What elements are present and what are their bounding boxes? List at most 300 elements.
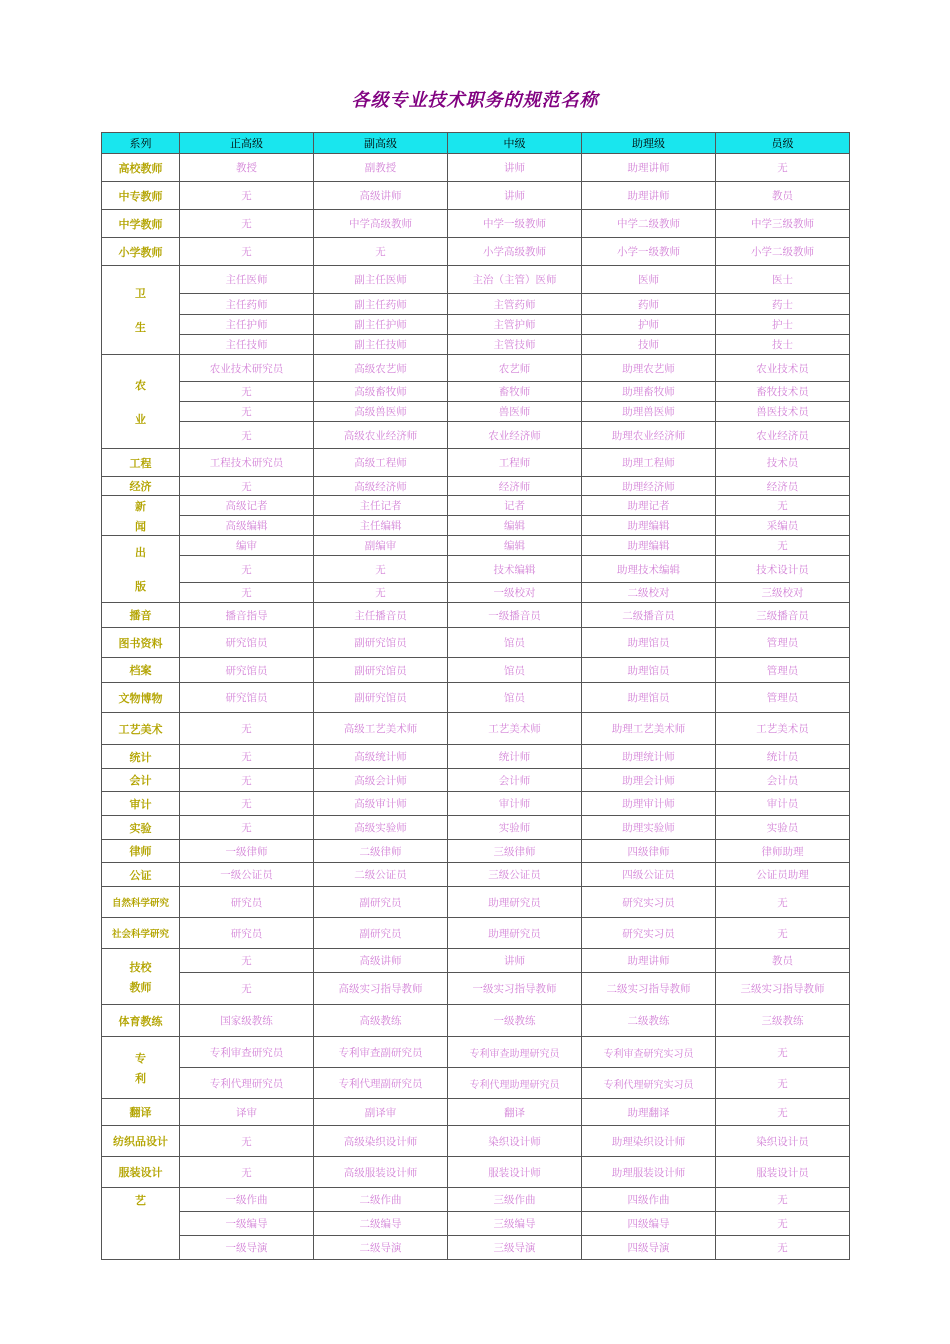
category-cell xyxy=(102,887,180,918)
category-label: 农 xyxy=(135,378,146,392)
header-series: 系列 xyxy=(102,133,180,154)
table-row xyxy=(102,745,850,769)
title-cell: 助理讲师 xyxy=(582,949,716,973)
table-row xyxy=(102,949,850,973)
title-cell: 专利审查副研究员 xyxy=(314,1037,448,1068)
category-cell xyxy=(102,949,180,1005)
header-deputy-senior: 副高级 xyxy=(314,133,448,154)
table-row xyxy=(102,1068,850,1099)
title-cell: 会计师 xyxy=(448,769,582,792)
title-cell: 主治（主管）医师 xyxy=(448,266,582,294)
title-cell: 无 xyxy=(716,1236,850,1260)
title-cell: 专利代理助理研究员 xyxy=(448,1068,582,1099)
title-cell: 主管药师 xyxy=(448,294,582,315)
title-cell: 染织设计师 xyxy=(448,1126,582,1157)
category-cell xyxy=(102,1005,180,1037)
title-cell: 三级校对 xyxy=(716,583,850,603)
title-cell: 高级经济师 xyxy=(314,477,448,496)
title-cell: 无 xyxy=(180,583,314,603)
title-cell: 四级作曲 xyxy=(582,1188,716,1212)
title-cell: 助理翻译 xyxy=(582,1099,716,1126)
category-cell xyxy=(102,355,180,449)
table-row xyxy=(102,628,850,658)
title-cell: 助理兽医师 xyxy=(582,402,716,422)
category-cell xyxy=(102,840,180,863)
table-row xyxy=(102,973,850,1005)
title-cell: 管理员 xyxy=(716,683,850,713)
title-cell: 经济员 xyxy=(716,477,850,496)
table-row xyxy=(102,182,850,210)
title-cell: 高级讲师 xyxy=(314,949,448,973)
category-label: 出 xyxy=(135,546,146,559)
title-cell: 小学高级教师 xyxy=(448,238,582,266)
title-cell: 无 xyxy=(180,949,314,973)
title-cell: 高级农艺师 xyxy=(314,355,448,382)
category-label: 律师 xyxy=(129,845,152,858)
title-cell: 采编员 xyxy=(716,516,850,536)
title-cell: 编审 xyxy=(180,536,314,556)
title-cell: 主任技师 xyxy=(180,335,314,355)
title-cell: 无 xyxy=(716,887,850,918)
title-cell: 高级农业经济师 xyxy=(314,422,448,449)
table-row xyxy=(102,315,850,335)
title-cell: 一级实习指导教师 xyxy=(448,973,582,1005)
title-cell: 助理实验师 xyxy=(582,816,716,840)
table-row xyxy=(102,1188,850,1212)
title-cell: 助理馆员 xyxy=(582,628,716,658)
title-cell: 无 xyxy=(180,1126,314,1157)
table-row xyxy=(102,422,850,449)
title-cell: 无 xyxy=(180,422,314,449)
category-label: 艺 xyxy=(135,1194,146,1207)
title-cell: 助理经济师 xyxy=(582,477,716,496)
title-cell: 二级播音员 xyxy=(582,603,716,628)
title-cell: 无 xyxy=(716,154,850,182)
title-cell: 农业技术员 xyxy=(716,355,850,382)
category-cell xyxy=(102,477,180,496)
title-cell: 主任编辑 xyxy=(314,516,448,536)
title-cell: 无 xyxy=(180,816,314,840)
title-cell: 高级教练 xyxy=(314,1005,448,1037)
title-cell: 无 xyxy=(314,238,448,266)
title-cell: 记者 xyxy=(448,496,582,516)
title-cell: 副主任技师 xyxy=(314,335,448,355)
title-cell: 二级作曲 xyxy=(314,1188,448,1212)
table-row xyxy=(102,1005,850,1037)
title-cell: 高级工艺美术师 xyxy=(314,713,448,745)
category-label: 统计 xyxy=(129,750,152,764)
title-cell: 统计师 xyxy=(448,745,582,769)
table-row xyxy=(102,496,850,516)
category-cell xyxy=(102,496,180,536)
title-cell: 技士 xyxy=(716,335,850,355)
title-cell: 主任药师 xyxy=(180,294,314,315)
category-label: 工艺美术 xyxy=(118,722,163,736)
title-cell: 无 xyxy=(716,536,850,556)
title-cell: 一级律师 xyxy=(180,840,314,863)
category-cell xyxy=(102,745,180,769)
title-cell: 无 xyxy=(314,583,448,603)
table-row xyxy=(102,603,850,628)
title-cell: 技师 xyxy=(582,335,716,355)
title-cell: 农艺师 xyxy=(448,355,582,382)
table-row xyxy=(102,1212,850,1236)
title-cell: 无 xyxy=(180,477,314,496)
category-label: 教师 xyxy=(129,980,152,994)
title-cell: 农业技术研究员 xyxy=(180,355,314,382)
title-cell: 教员 xyxy=(716,949,850,973)
title-cell: 三级导演 xyxy=(448,1236,582,1260)
category-label: 审计 xyxy=(129,797,152,811)
title-cell: 国家级教练 xyxy=(180,1005,314,1037)
title-cell: 服装设计师 xyxy=(448,1157,582,1188)
title-cell: 研究实习员 xyxy=(582,887,716,918)
title-cell: 副教授 xyxy=(314,154,448,182)
category-cell xyxy=(102,816,180,840)
table-row xyxy=(102,154,850,182)
title-cell: 编辑 xyxy=(448,536,582,556)
title-cell: 助理编辑 xyxy=(582,516,716,536)
title-cell: 翻译 xyxy=(448,1099,582,1126)
title-cell: 三级实习指导教师 xyxy=(716,973,850,1005)
title-cell: 无 xyxy=(180,792,314,816)
title-cell: 护师 xyxy=(582,315,716,335)
title-cell: 二级教练 xyxy=(582,1005,716,1037)
category-label: 小学教师 xyxy=(118,245,163,259)
title-cell: 馆员 xyxy=(448,628,582,658)
table-row xyxy=(102,683,850,713)
title-cell: 助理农艺师 xyxy=(582,355,716,382)
table-row xyxy=(102,556,850,583)
table-row xyxy=(102,238,850,266)
category-label: 利 xyxy=(135,1071,146,1085)
title-cell: 工艺美术员 xyxy=(716,713,850,745)
title-cell: 一级作曲 xyxy=(180,1188,314,1212)
category-cell xyxy=(102,1037,180,1099)
category-label: 体育教练 xyxy=(118,1014,163,1028)
category-label: 专 xyxy=(135,1051,146,1065)
category-label: 纺织品设计 xyxy=(113,1135,168,1148)
title-cell: 无 xyxy=(716,1099,850,1126)
table-row xyxy=(102,402,850,422)
title-cell: 助理记者 xyxy=(582,496,716,516)
table-row xyxy=(102,210,850,238)
category-label: 档案 xyxy=(129,664,152,677)
title-cell: 医师 xyxy=(582,266,716,294)
header-junior: 员级 xyxy=(716,133,850,154)
title-cell: 高级会计师 xyxy=(314,769,448,792)
title-cell: 高级染织设计师 xyxy=(314,1126,448,1157)
title-cell: 服装设计员 xyxy=(716,1157,850,1188)
title-cell: 律师助理 xyxy=(716,840,850,863)
title-cell: 无 xyxy=(716,918,850,949)
title-cell: 讲师 xyxy=(448,949,582,973)
title-cell: 主管技师 xyxy=(448,335,582,355)
title-cell: 一级编导 xyxy=(180,1212,314,1236)
title-cell: 高级统计师 xyxy=(314,745,448,769)
title-cell: 工艺美术师 xyxy=(448,713,582,745)
title-cell: 四级公证员 xyxy=(582,863,716,887)
title-cell: 二级导演 xyxy=(314,1236,448,1260)
title-cell: 无 xyxy=(180,556,314,583)
table-row xyxy=(102,1099,850,1126)
category-label: 翻译 xyxy=(129,1106,152,1119)
title-cell: 高级畜牧师 xyxy=(314,382,448,402)
title-cell: 副主任医师 xyxy=(314,266,448,294)
header-assistant: 助理级 xyxy=(582,133,716,154)
title-cell: 畜牧技术员 xyxy=(716,382,850,402)
title-cell: 专利审查助理研究员 xyxy=(448,1037,582,1068)
table-row xyxy=(102,477,850,496)
title-cell: 经济师 xyxy=(448,477,582,496)
title-cell: 三级律师 xyxy=(448,840,582,863)
title-cell: 二级律师 xyxy=(314,840,448,863)
table-row xyxy=(102,536,850,556)
title-cell: 高级实习指导教师 xyxy=(314,973,448,1005)
table-row xyxy=(102,816,850,840)
title-cell: 讲师 xyxy=(448,154,582,182)
title-cell: 高级工程师 xyxy=(314,449,448,477)
title-cell: 助理畜牧师 xyxy=(582,382,716,402)
category-label: 自然科学研究 xyxy=(111,898,169,909)
title-cell: 助理染织设计师 xyxy=(582,1126,716,1157)
title-cell: 中学二级教师 xyxy=(582,210,716,238)
title-cell: 研究馆员 xyxy=(180,628,314,658)
title-cell: 副研究员 xyxy=(314,887,448,918)
table-row xyxy=(102,583,850,603)
title-cell: 研究员 xyxy=(180,887,314,918)
title-cell: 四级编导 xyxy=(582,1212,716,1236)
table-row xyxy=(102,1157,850,1188)
title-cell: 专利代理副研究员 xyxy=(314,1068,448,1099)
title-cell: 助理工艺美术师 xyxy=(582,713,716,745)
title-cell: 专利审查研究员 xyxy=(180,1037,314,1068)
title-cell: 馆员 xyxy=(448,683,582,713)
category-label: 技校 xyxy=(129,960,152,974)
header-full-senior: 正高级 xyxy=(180,133,314,154)
title-cell: 医士 xyxy=(716,266,850,294)
title-cell: 兽医师 xyxy=(448,402,582,422)
category-cell xyxy=(102,154,180,182)
category-label: 版 xyxy=(135,580,146,593)
title-cell: 助理馆员 xyxy=(582,683,716,713)
title-cell: 译审 xyxy=(180,1099,314,1126)
title-cell: 主任护师 xyxy=(180,315,314,335)
table-row xyxy=(102,382,850,402)
title-cell: 无 xyxy=(180,1157,314,1188)
title-cell: 无 xyxy=(180,402,314,422)
category-label: 卫 xyxy=(135,287,146,300)
title-cell: 高级编辑 xyxy=(180,516,314,536)
category-cell xyxy=(102,1099,180,1126)
title-table xyxy=(101,132,850,1260)
title-cell: 药师 xyxy=(582,294,716,315)
category-cell xyxy=(102,658,180,683)
title-cell: 三级播音员 xyxy=(716,603,850,628)
category-cell xyxy=(102,628,180,658)
category-label: 高校教师 xyxy=(118,161,163,175)
table-row xyxy=(102,1236,850,1260)
title-cell: 染织设计员 xyxy=(716,1126,850,1157)
table-row xyxy=(102,840,850,863)
category-label: 社会科学研究 xyxy=(111,929,169,940)
title-cell: 工程技术研究员 xyxy=(180,449,314,477)
table-row xyxy=(102,449,850,477)
table-row xyxy=(102,1037,850,1068)
title-cell: 专利代理研究员 xyxy=(180,1068,314,1099)
category-label: 图书资料 xyxy=(118,636,163,650)
category-label: 中学教师 xyxy=(118,217,163,231)
title-cell: 三级教练 xyxy=(716,1005,850,1037)
title-cell: 副编审 xyxy=(314,536,448,556)
title-cell: 一级校对 xyxy=(448,583,582,603)
table-row xyxy=(102,887,850,918)
title-cell: 助理技术编辑 xyxy=(582,556,716,583)
table-row xyxy=(102,863,850,887)
category-label: 中专教师 xyxy=(118,189,163,203)
category-label: 公证 xyxy=(129,868,152,882)
category-cell xyxy=(102,1188,180,1260)
category-label: 闻 xyxy=(135,519,146,533)
category-label: 工程 xyxy=(129,456,152,470)
category-cell xyxy=(102,449,180,477)
title-cell: 审计员 xyxy=(716,792,850,816)
title-cell: 农业经济师 xyxy=(448,422,582,449)
title-cell: 一级导演 xyxy=(180,1236,314,1260)
title-cell: 教员 xyxy=(716,182,850,210)
title-cell: 工程师 xyxy=(448,449,582,477)
title-cell: 高级审计师 xyxy=(314,792,448,816)
table-row xyxy=(102,1126,850,1157)
category-label: 实验 xyxy=(129,821,152,835)
category-label: 服装设计 xyxy=(118,1166,163,1179)
title-cell: 馆员 xyxy=(448,658,582,683)
table-row xyxy=(102,769,850,792)
title-cell: 教授 xyxy=(180,154,314,182)
title-cell: 助理研究员 xyxy=(448,887,582,918)
category-cell xyxy=(102,863,180,887)
title-cell: 播音指导 xyxy=(180,603,314,628)
title-cell: 无 xyxy=(314,556,448,583)
category-cell xyxy=(102,792,180,816)
title-cell: 助理工程师 xyxy=(582,449,716,477)
category-cell xyxy=(102,1126,180,1157)
table-row xyxy=(102,918,850,949)
title-cell: 编辑 xyxy=(448,516,582,536)
category-label: 新 xyxy=(135,499,146,513)
table-row xyxy=(102,355,850,382)
table-row xyxy=(102,713,850,745)
title-cell: 一级教练 xyxy=(448,1005,582,1037)
title-cell: 无 xyxy=(180,210,314,238)
title-cell: 统计员 xyxy=(716,745,850,769)
title-cell: 四级导演 xyxy=(582,1236,716,1260)
title-cell: 实验员 xyxy=(716,816,850,840)
table-row xyxy=(102,294,850,315)
title-cell: 无 xyxy=(180,382,314,402)
title-cell: 无 xyxy=(716,1037,850,1068)
title-cell: 主管护师 xyxy=(448,315,582,335)
title-cell: 药士 xyxy=(716,294,850,315)
category-cell xyxy=(102,683,180,713)
title-cell: 中学三级教师 xyxy=(716,210,850,238)
title-cell: 高级实验师 xyxy=(314,816,448,840)
title-cell: 助理讲师 xyxy=(582,182,716,210)
title-cell: 讲师 xyxy=(448,182,582,210)
title-cell: 专利审查研究实习员 xyxy=(582,1037,716,1068)
title-cell: 助理会计师 xyxy=(582,769,716,792)
title-cell: 研究实习员 xyxy=(582,918,716,949)
title-cell: 兽医技术员 xyxy=(716,402,850,422)
title-cell: 三级编导 xyxy=(448,1212,582,1236)
title-cell: 无 xyxy=(180,769,314,792)
category-cell xyxy=(102,603,180,628)
category-label: 播音 xyxy=(129,609,152,622)
title-cell: 中学一级教师 xyxy=(448,210,582,238)
category-cell xyxy=(102,713,180,745)
table-header xyxy=(102,133,850,154)
category-cell xyxy=(102,182,180,210)
title-cell: 研究馆员 xyxy=(180,658,314,683)
title-cell: 无 xyxy=(180,973,314,1005)
title-cell: 研究员 xyxy=(180,918,314,949)
title-cell: 会计员 xyxy=(716,769,850,792)
title-cell: 副研究馆员 xyxy=(314,628,448,658)
title-cell: 三级公证员 xyxy=(448,863,582,887)
title-cell: 助理馆员 xyxy=(582,658,716,683)
title-cell: 二级编导 xyxy=(314,1212,448,1236)
title-cell: 二级实习指导教师 xyxy=(582,973,716,1005)
title-cell: 助理讲师 xyxy=(582,154,716,182)
title-cell: 助理农业经济师 xyxy=(582,422,716,449)
title-cell: 公证员助理 xyxy=(716,863,850,887)
title-cell: 无 xyxy=(180,713,314,745)
title-cell: 主任播音员 xyxy=(314,603,448,628)
title-cell: 技术编辑 xyxy=(448,556,582,583)
page-title: 各级专业技术职务的规范名称 xyxy=(351,90,599,111)
title-cell: 副研究馆员 xyxy=(314,683,448,713)
table-row xyxy=(102,792,850,816)
title-cell: 无 xyxy=(180,182,314,210)
title-cell: 高级记者 xyxy=(180,496,314,516)
title-cell: 助理编辑 xyxy=(582,536,716,556)
table-row xyxy=(102,266,850,294)
title-cell: 副译审 xyxy=(314,1099,448,1126)
category-label: 生 xyxy=(135,321,146,334)
title-cell: 四级律师 xyxy=(582,840,716,863)
title-cell: 无 xyxy=(180,745,314,769)
title-cell: 护士 xyxy=(716,315,850,335)
title-cell: 二级公证员 xyxy=(314,863,448,887)
title-cell: 畜牧师 xyxy=(448,382,582,402)
title-cell: 专利代理研究实习员 xyxy=(582,1068,716,1099)
header-intermediate: 中级 xyxy=(448,133,582,154)
category-cell xyxy=(102,210,180,238)
title-cell: 一级播音员 xyxy=(448,603,582,628)
title-cell: 助理审计师 xyxy=(582,792,716,816)
title-cell: 副研究馆员 xyxy=(314,658,448,683)
category-label: 经济 xyxy=(129,480,152,493)
title-cell: 高级服装设计师 xyxy=(314,1157,448,1188)
title-cell: 研究馆员 xyxy=(180,683,314,713)
title-cell: 技术员 xyxy=(716,449,850,477)
title-cell: 无 xyxy=(180,238,314,266)
table-row xyxy=(102,335,850,355)
category-cell xyxy=(102,918,180,949)
category-label: 业 xyxy=(135,412,146,426)
title-cell: 无 xyxy=(716,496,850,516)
title-cell: 助理研究员 xyxy=(448,918,582,949)
